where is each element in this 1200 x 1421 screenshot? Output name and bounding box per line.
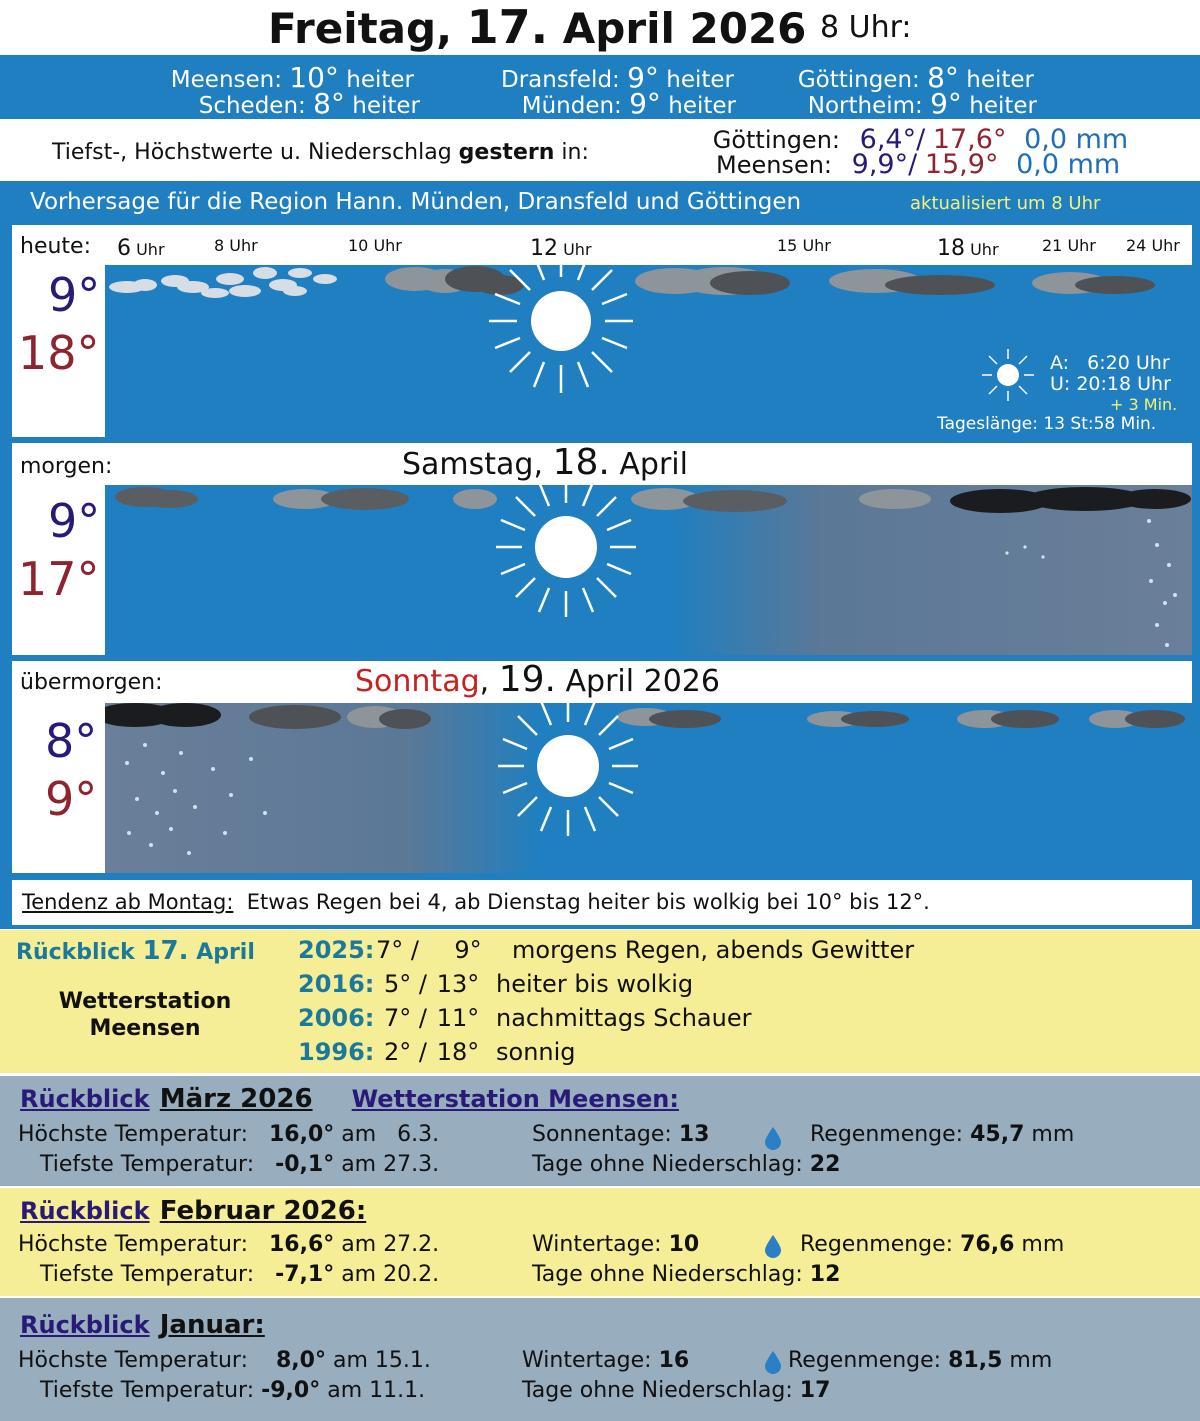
history-panel <box>0 930 1200 1073</box>
sun-icon <box>498 703 638 836</box>
current-conditions-panel <box>0 55 1200 119</box>
hour-18: 18 Uhr <box>937 236 999 261</box>
january-min: Tiefste Temperatur: -9,0° am 11.1. <box>40 1378 426 1403</box>
march-max: Höchste Temperatur: 16,0° am 6.3. <box>18 1122 440 1147</box>
february-panel <box>0 1188 1200 1296</box>
dayafter-sky-svg <box>105 703 1192 873</box>
march-title: Rückblick März 2026 Wetterstation Meensen: <box>20 1084 679 1114</box>
current-goettingen: Göttingen: 8° heiter <box>797 61 1034 94</box>
today-low: 9° <box>48 268 101 322</box>
today-high: 18° <box>18 326 100 380</box>
hour-24: 24 Uhr <box>1126 236 1180 255</box>
march-panel <box>0 1076 1200 1186</box>
march-min: Tiefste Temperatur: -0,1° am 27.3. <box>40 1152 440 1177</box>
today-label: heute: <box>20 234 91 259</box>
tomorrow-high: 17° <box>18 552 100 606</box>
sunset: U: 20:18 Uhr <box>1050 373 1171 395</box>
hour-12: 12 Uhr <box>530 236 592 261</box>
dark-cloud-icon <box>683 490 787 512</box>
dark-cloud-icon <box>1125 710 1185 728</box>
hour-8: 8 Uhr <box>214 236 258 255</box>
forecast-title: Vorhersage für die Region Hann. Münden, Dransfeld und Göttingen <box>30 189 802 215</box>
cloud-icon <box>109 267 337 298</box>
current-northeim: Northeim: 9° heiter <box>807 87 1037 120</box>
sun-icon <box>496 485 636 617</box>
dark-cloud-icon <box>885 275 995 295</box>
daylength-delta: + 3 Min. <box>1110 395 1178 414</box>
tomorrow-sky-svg <box>105 485 1192 655</box>
rain-icon <box>1005 519 1177 647</box>
february-title: Rückblick Februar 2026: <box>20 1196 367 1226</box>
raindrop-icon <box>764 1126 782 1154</box>
february-min: Tiefste Temperatur: -7,1° am 20.2. <box>40 1262 440 1287</box>
header <box>0 0 1200 52</box>
yesterday-meensen: Meensen: 9,9°/ 15,9° 0,0 mm <box>715 149 1121 180</box>
current-dransfeld: Dransfeld: 9° heiter <box>500 61 734 94</box>
history-row-2016: 2016: 5° / 13° heiter bis wolkig <box>298 970 694 998</box>
dark-cloud-icon <box>1075 276 1155 294</box>
dark-cloud-icon <box>115 487 198 508</box>
march-dry: Tage ohne Niederschlag: 22 <box>532 1152 841 1177</box>
cloud-icon <box>453 489 497 509</box>
february-days: Wintertage: 10 <box>532 1232 700 1257</box>
dark-cloud-icon <box>249 705 341 729</box>
hour-10: 10 Uhr <box>348 236 402 255</box>
dayafter-high: 9° <box>45 772 98 826</box>
current-meensen: Meensen: 10° heiter <box>170 61 414 94</box>
sunrise: A: 6:20 Uhr <box>1050 352 1170 374</box>
history-station: Wetterstation Meensen <box>58 989 232 1041</box>
dark-cloud-icon <box>991 710 1059 728</box>
history-title: Rückblick 17. April <box>16 936 255 966</box>
today-sky <box>105 265 1192 437</box>
daylength: Tageslänge: 13 St:58 Min. <box>937 414 1157 434</box>
raindrop-icon <box>764 1350 782 1378</box>
dark-cloud-icon <box>841 711 909 727</box>
hour-15: 15 Uhr <box>777 236 831 255</box>
tomorrow-sky <box>105 485 1192 655</box>
dayafter-sky <box>105 703 1192 873</box>
dark-cloud-icon <box>321 488 409 510</box>
february-rain: Regenmenge: 76,6 mm <box>800 1232 1065 1257</box>
sun-icon <box>982 349 1034 401</box>
january-dry: Tage ohne Niederschlag: 17 <box>522 1378 831 1403</box>
today-sky-svg <box>105 265 1192 437</box>
dark-cloud-icon <box>649 710 721 728</box>
march-days: Sonnentage: 13 <box>532 1122 710 1147</box>
history-row-2025: 2025:7° / 9° morgens Regen, abends Gewitter <box>298 936 915 964</box>
february-dry: Tage ohne Niederschlag: 12 <box>532 1262 841 1287</box>
january-title: Rückblick Januar: <box>20 1310 265 1340</box>
forecast-updated: aktualisiert um 8 Uhr <box>910 193 1101 214</box>
header-time: 8 Uhr: <box>820 10 912 45</box>
header-date: Freitag, 17. April 2026 <box>268 0 807 54</box>
january-max: Höchste Temperatur: 8,0° am 15.1. <box>18 1348 431 1373</box>
tendency: Tendenz ab Montag: Etwas Regen bei 4, ab Dienstag heiter bis wolkig bei 10° bis 12°. <box>22 890 930 914</box>
february-max: Höchste Temperatur: 16,6° am 27.2. <box>18 1232 440 1257</box>
rain-icon <box>125 743 267 855</box>
hour-6: 6 Uhr <box>117 236 165 261</box>
hour-21: 21 Uhr <box>1042 236 1096 255</box>
dark-cloud-icon <box>105 703 221 727</box>
tomorrow-label: morgen: <box>20 454 113 479</box>
tomorrow-date: Samstag, 18. April <box>402 442 688 483</box>
january-days: Wintertage: 16 <box>522 1348 690 1373</box>
yesterday-label: Tiefst-, Höchstwerte u. Niederschlag gestern in: <box>52 140 589 165</box>
raindrop-icon <box>764 1234 782 1262</box>
yesterday-panel <box>0 120 1200 180</box>
current-scheden: Scheden: 8° heiter <box>198 87 420 120</box>
dark-cloud-icon <box>379 709 431 729</box>
dayafter-label: übermorgen: <box>20 670 163 695</box>
dark-cloud-icon <box>950 487 1191 513</box>
history-row-1996: 1996: 2° / 18° sonnig <box>298 1038 576 1066</box>
dayafter-date: Sonntag, 19. April 2026 <box>355 659 720 700</box>
january-panel <box>0 1298 1200 1421</box>
yesterday-goettingen: Göttingen: 6,4°/ 17,6° 0,0 mm <box>712 124 1129 155</box>
january-rain: Regenmenge: 81,5 mm <box>788 1348 1053 1373</box>
march-rain: Regenmenge: 45,7 mm <box>810 1122 1075 1147</box>
current-muenden: Münden: 9° heiter <box>521 87 736 120</box>
dark-cloud-icon <box>710 271 790 295</box>
history-row-2006: 2006: 7° / 11° nachmittags Schauer <box>298 1004 752 1032</box>
cloud-icon <box>859 489 931 509</box>
tomorrow-low: 9° <box>48 494 101 548</box>
today-hours <box>0 236 1200 262</box>
dayafter-low: 8° <box>45 714 98 768</box>
